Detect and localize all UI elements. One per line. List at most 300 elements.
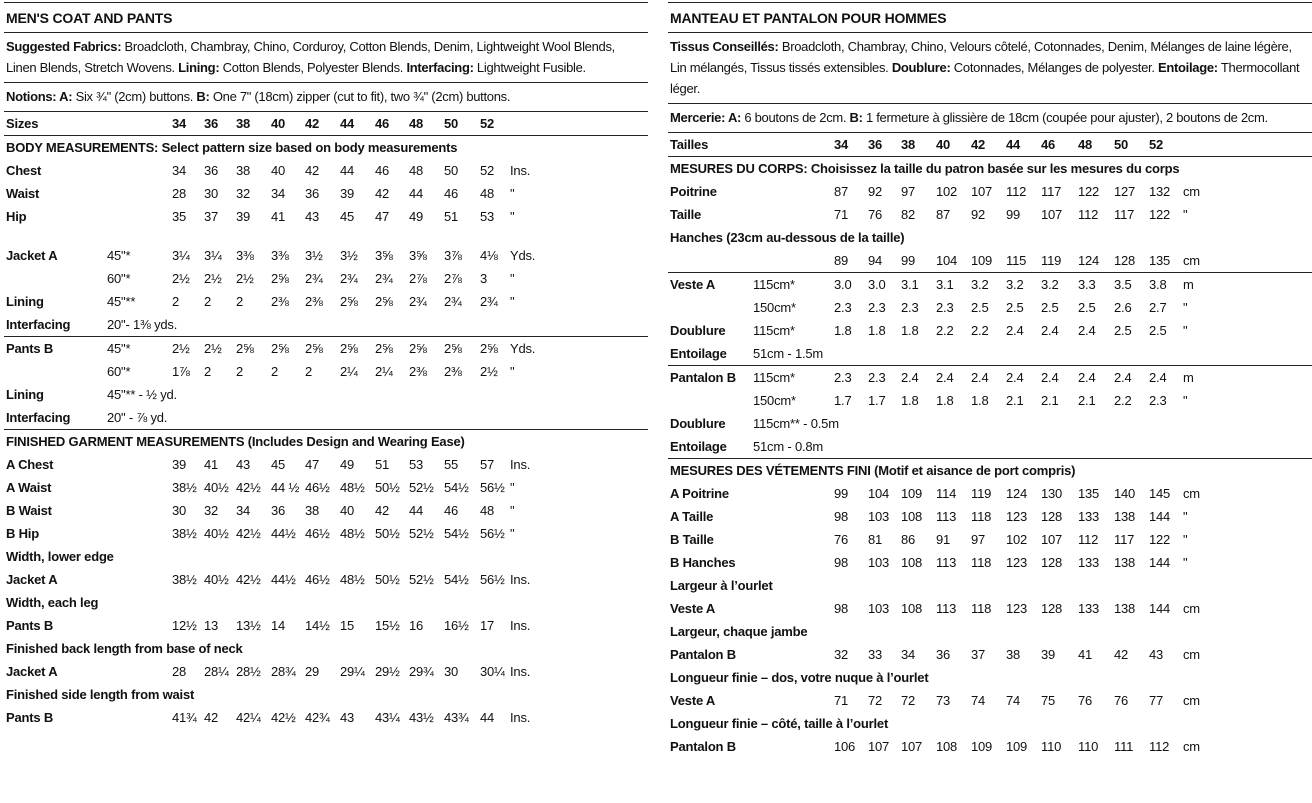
- size-value: 128: [1114, 253, 1136, 268]
- size-value: 42½: [236, 572, 261, 587]
- finished-measurements-title: [668, 459, 1312, 482]
- unit-label: Yds.: [510, 248, 536, 263]
- size-value: 46½: [305, 526, 330, 541]
- fabric-width: 115cm*: [753, 277, 795, 292]
- size-value: 42: [305, 163, 320, 178]
- row-label: Pantalon B: [670, 647, 736, 662]
- size-value: 2⅝: [480, 341, 498, 356]
- size-value: 2⅜: [409, 364, 427, 379]
- size-value: 118: [971, 601, 992, 616]
- table-row: [668, 643, 1312, 666]
- sizes-header: [668, 133, 1312, 157]
- row-label: Jacket A: [6, 248, 58, 263]
- row-label: Interfacing: [6, 410, 71, 425]
- fabric-width: 115cm*: [753, 323, 795, 338]
- size-value: 99: [1006, 207, 1021, 222]
- size-value: 13: [204, 618, 219, 633]
- size-value: 92: [971, 207, 986, 222]
- size-value: 123: [1006, 555, 1028, 570]
- size-value: 114: [936, 486, 957, 501]
- size-value: 30¼: [480, 664, 505, 679]
- table-row: [668, 597, 1312, 620]
- size-value: 44: [409, 186, 424, 201]
- size-value: 144: [1149, 601, 1171, 616]
- table-row: [668, 505, 1312, 528]
- size-value: 3.3: [1078, 277, 1096, 292]
- size-value: 42: [375, 503, 390, 518]
- size-value: 2⅞: [444, 271, 462, 286]
- size-value: 2.3: [936, 300, 954, 315]
- size-value: 38: [1006, 647, 1021, 662]
- fabrics-paragraph: Tissus Conseillés: Broadcloth, Chambray, Chino, Velours côtelé, Cotonnades, Denim, Mélanges de laine légère, Lin mélangés, Tissus tissés extensibles. Doublure: Cotonnades, Mélanges de polyester. Entoilage: Thermocollant léger.: [668, 33, 1312, 104]
- size-value: 45: [271, 457, 286, 472]
- size-value: 51: [444, 209, 459, 224]
- size-value: 42: [1114, 647, 1129, 662]
- size-value: 3: [480, 271, 488, 286]
- table-row: [668, 389, 1312, 412]
- size-value: 81: [868, 532, 883, 547]
- fabric-width: 20" - ⅞ yd.: [107, 410, 168, 425]
- finished-measurements-title: [4, 430, 648, 453]
- size-value: 1.8: [868, 323, 886, 338]
- size-value: 32: [834, 647, 849, 662]
- size-value: 117: [1114, 532, 1135, 547]
- size-value: 2.5: [1041, 300, 1059, 315]
- size-value: 46: [444, 186, 459, 201]
- unit-label: Yds.: [510, 341, 536, 356]
- table-row: [4, 406, 648, 430]
- size-value: 45: [340, 209, 355, 224]
- fabric-width: 51cm - 0.8m: [753, 439, 824, 454]
- size-value: 52½: [409, 480, 434, 495]
- table-row: [4, 205, 648, 228]
- unit-label: Ins.: [510, 572, 531, 587]
- size-value: 3.5: [1114, 277, 1132, 292]
- size-value: 123: [1006, 509, 1028, 524]
- size-value: 99: [901, 253, 916, 268]
- size-value: 122: [1149, 207, 1171, 222]
- size-value: 3.0: [834, 277, 852, 292]
- fabric-width: 45"*: [107, 248, 131, 263]
- size-value: 2: [204, 294, 212, 309]
- size-value: 109: [971, 739, 993, 754]
- size-value: 38½: [172, 480, 197, 495]
- size-column-header: 46: [1041, 137, 1056, 152]
- size-value: 2¼: [340, 364, 358, 379]
- size-value: 138: [1114, 555, 1136, 570]
- row-label: B Hip: [6, 526, 39, 541]
- row-label: Doublure: [670, 416, 726, 431]
- size-value: 1⅞: [172, 364, 190, 379]
- size-value: 3.1: [936, 277, 954, 292]
- table-row: [668, 551, 1312, 574]
- size-value: 2.1: [1041, 393, 1059, 408]
- unit-label: cm: [1183, 647, 1200, 662]
- size-column-header: 44: [1006, 137, 1021, 152]
- size-column-header: 36: [868, 137, 883, 152]
- row-label: B Taille: [670, 532, 714, 547]
- table-row: [4, 568, 648, 591]
- unit-label: Ins.: [510, 618, 531, 633]
- size-value: 2.4: [1114, 370, 1132, 385]
- size-value: 2.2: [1114, 393, 1132, 408]
- size-value: 109: [901, 486, 923, 501]
- size-value: 2: [271, 364, 279, 379]
- unit-label: ": [510, 209, 515, 224]
- body-measurements-title: [4, 136, 648, 159]
- size-value: 144: [1149, 509, 1171, 524]
- size-value: 43¼: [375, 710, 400, 725]
- size-value: 37: [971, 647, 986, 662]
- size-value: 14½: [305, 618, 330, 633]
- size-value: 130: [1041, 486, 1063, 501]
- size-value: 128: [1041, 555, 1063, 570]
- size-value: 43½: [409, 710, 434, 725]
- size-value: 2.1: [1078, 393, 1096, 408]
- size-value: 117: [1114, 207, 1135, 222]
- size-value: 98: [834, 601, 849, 616]
- table-row: [4, 476, 648, 499]
- unit-label: ": [510, 186, 515, 201]
- sizes-header: [4, 112, 648, 136]
- table-row: [668, 735, 1312, 758]
- size-value: 34: [901, 647, 916, 662]
- size-value: 39: [340, 186, 355, 201]
- size-value: 102: [936, 184, 958, 199]
- size-value: 28½: [236, 664, 261, 679]
- size-value: 107: [971, 184, 993, 199]
- row-label: Lining: [6, 387, 44, 402]
- size-value: 13½: [236, 618, 261, 633]
- size-value: 55: [444, 457, 459, 472]
- size-value: 102: [1006, 532, 1028, 547]
- size-value: 107: [901, 739, 923, 754]
- row-label: A Waist: [6, 480, 52, 495]
- row-label: Pants B: [6, 710, 54, 725]
- measurements-table: [668, 133, 1312, 758]
- size-value: 47: [305, 457, 320, 472]
- size-value: 2.4: [1078, 370, 1096, 385]
- size-value: 2.2: [936, 323, 954, 338]
- size-value: 2.3: [868, 370, 886, 385]
- size-value: 76: [1078, 693, 1093, 708]
- row-label: Pants B: [6, 618, 54, 633]
- table-row: [668, 180, 1312, 203]
- size-value: 46½: [305, 480, 330, 495]
- sub-heading: [668, 620, 1312, 643]
- size-value: 110: [1078, 739, 1099, 754]
- unit-label: Ins.: [510, 664, 531, 679]
- size-value: 29¼: [340, 664, 365, 679]
- size-value: 112: [1078, 207, 1099, 222]
- size-value: 113: [936, 509, 957, 524]
- fabric-width: 115cm** - 0.5m: [753, 416, 839, 431]
- size-value: 2¾: [409, 294, 427, 309]
- size-value: 87: [936, 207, 951, 222]
- table-row: [4, 360, 648, 383]
- fabric-width: 20"- 1⅜ yds.: [107, 317, 178, 332]
- unit-label: Ins.: [510, 163, 531, 178]
- size-value: 104: [868, 486, 890, 501]
- size-value: 2⅝: [444, 341, 462, 356]
- size-value: 41: [271, 209, 286, 224]
- size-value: 2.5: [1006, 300, 1024, 315]
- size-value: 52½: [409, 572, 434, 587]
- size-value: 44½: [271, 526, 296, 541]
- sub-heading: [4, 591, 648, 614]
- size-value: 108: [901, 555, 923, 570]
- size-value: 2½: [204, 341, 222, 356]
- size-value: 2⅝: [375, 294, 393, 309]
- row-label: B Hanches: [670, 555, 736, 570]
- sub-heading-label: Width, each leg: [6, 595, 99, 610]
- size-value: 54½: [444, 480, 469, 495]
- size-value: 16½: [444, 618, 469, 633]
- size-value: 40½: [204, 480, 229, 495]
- size-value: 41¾: [172, 710, 197, 725]
- row-label: Veste A: [670, 693, 716, 708]
- size-value: 140: [1114, 486, 1136, 501]
- size-value: 2.5: [971, 300, 989, 315]
- size-value: 42¾: [305, 710, 330, 725]
- size-column-header: 44: [340, 116, 355, 131]
- finished-measurements-heading: MESURES DES VÉTEMENTS FINI (Motif et aisance de port compris): [670, 463, 1076, 478]
- row-label: A Chest: [6, 457, 54, 472]
- size-value: 42½: [236, 526, 261, 541]
- size-value: 2.4: [936, 370, 954, 385]
- size-value: 2.5: [1149, 323, 1167, 338]
- table-row: [4, 267, 648, 290]
- measurements-table: [4, 112, 648, 729]
- size-value: 138: [1114, 601, 1136, 616]
- table-row: [668, 273, 1312, 296]
- size-value: 32: [204, 503, 219, 518]
- size-value: 115: [1006, 253, 1027, 268]
- size-column-header: 48: [1078, 137, 1093, 152]
- size-value: 30: [172, 503, 187, 518]
- finished-measurements-heading: FINISHED GARMENT MEASUREMENTS (Includes Design and Wearing Ease): [6, 434, 465, 449]
- row-label: Interfacing: [6, 317, 71, 332]
- size-value: 56½: [480, 526, 505, 541]
- size-value: 30: [444, 664, 459, 679]
- english-column: [4, 0, 648, 729]
- fabric-width: 51cm - 1.5m: [753, 346, 824, 361]
- size-value: 42½: [236, 480, 261, 495]
- size-value: 1.8: [971, 393, 989, 408]
- size-value: 111: [1114, 739, 1134, 754]
- row-label: Pantalon B: [670, 370, 736, 385]
- size-value: 3.0: [868, 277, 886, 292]
- size-value: 2⅝: [375, 341, 393, 356]
- size-value: 2¾: [375, 271, 393, 286]
- fabrics-paragraph: Suggested Fabrics: Broadcloth, Chambray, Chino, Corduroy, Cotton Blends, Denim, Lightweight Wool Blends, Linen Blends, Stretch Wovens. Lining: Cotton Blends, Polyester Blends. Interfacing: Lightweight Fusible.: [4, 33, 648, 83]
- row-label: Chest: [6, 163, 42, 178]
- size-value: 17: [480, 618, 495, 633]
- table-row: [4, 313, 648, 337]
- size-value: 28: [172, 664, 187, 679]
- row-label: Pantalon B: [670, 739, 736, 754]
- size-value: 103: [868, 601, 890, 616]
- size-value: 2.4: [901, 370, 919, 385]
- table-row: [668, 482, 1312, 505]
- size-value: 89: [834, 253, 849, 268]
- notions-paragraph: Mercerie: A: 6 boutons de 2cm. B: 1 fermeture à glissière de 18cm (coupée pour ajuster), 2 boutons de 2cm.: [668, 104, 1312, 133]
- unit-label: cm: [1183, 184, 1200, 199]
- row-label: Entoilage: [670, 439, 727, 454]
- size-value: 39: [1041, 647, 1056, 662]
- size-value: 1.8: [901, 323, 919, 338]
- table-row: [4, 244, 648, 267]
- row-label: Jacket A: [6, 572, 58, 587]
- size-value: 2: [236, 294, 244, 309]
- table-row: [4, 522, 648, 545]
- table-row: [4, 453, 648, 476]
- size-value: 1.8: [936, 393, 954, 408]
- size-value: 3⅞: [444, 248, 462, 263]
- size-value: 2¼: [375, 364, 393, 379]
- size-value: 118: [971, 509, 992, 524]
- size-value: 33: [868, 647, 883, 662]
- fabric-width: 60"*: [107, 271, 131, 286]
- size-value: 46: [444, 503, 459, 518]
- row-label: A Poitrine: [670, 486, 729, 501]
- size-value: 48½: [340, 480, 365, 495]
- section-title: MANTEAU ET PANTALON POUR HOMMES: [668, 2, 1312, 33]
- size-value: 48½: [340, 526, 365, 541]
- size-value: 48: [409, 163, 424, 178]
- size-value: 3⅝: [375, 248, 393, 263]
- size-value: 43: [305, 209, 320, 224]
- size-value: 2½: [236, 271, 254, 286]
- table-row: [668, 435, 1312, 459]
- size-value: 122: [1149, 532, 1171, 547]
- sub-heading: [668, 666, 1312, 689]
- unit-label: m: [1183, 277, 1194, 292]
- size-value: 50½: [375, 572, 400, 587]
- fabric-width: 45"*: [107, 341, 131, 356]
- size-value: 2.5: [1078, 300, 1096, 315]
- row-label: Veste A: [670, 601, 716, 616]
- size-value: 41: [204, 457, 219, 472]
- fabric-width: 60"*: [107, 364, 131, 379]
- unit-label: cm: [1183, 486, 1200, 501]
- size-value: 28¼: [204, 664, 229, 679]
- size-value: 50½: [375, 526, 400, 541]
- size-value: 2⅝: [340, 294, 358, 309]
- size-value: 3.2: [1006, 277, 1024, 292]
- size-value: 14: [271, 618, 286, 633]
- size-value: 133: [1078, 509, 1100, 524]
- size-value: 37: [204, 209, 219, 224]
- size-value: 2⅝: [271, 271, 289, 286]
- size-value: 98: [834, 509, 849, 524]
- size-value: 50: [444, 163, 459, 178]
- size-column-header: 50: [1114, 137, 1129, 152]
- table-row: [4, 383, 648, 406]
- size-value: 91: [936, 532, 951, 547]
- size-value: 29¾: [409, 664, 434, 679]
- size-value: 2.6: [1114, 300, 1132, 315]
- unit-label: cm: [1183, 253, 1200, 268]
- size-value: 42: [375, 186, 390, 201]
- table-row: [4, 182, 648, 205]
- size-value: 1.8: [901, 393, 919, 408]
- body-measurements-heading: BODY MEASUREMENTS: Select pattern size based on body measurements: [6, 140, 458, 155]
- table-row: [4, 614, 648, 637]
- size-value: 43: [1149, 647, 1164, 662]
- size-value: 76: [868, 207, 883, 222]
- unit-label: cm: [1183, 601, 1200, 616]
- size-value: 54½: [444, 526, 469, 541]
- size-value: 36: [204, 163, 219, 178]
- size-value: 122: [1078, 184, 1100, 199]
- size-value: 112: [1006, 184, 1027, 199]
- size-value: 34: [271, 186, 286, 201]
- size-value: 133: [1078, 601, 1100, 616]
- size-value: 97: [901, 184, 916, 199]
- size-value: 39: [236, 209, 251, 224]
- size-value: 127: [1114, 184, 1136, 199]
- size-value: 112: [1149, 739, 1170, 754]
- unit-label: cm: [1183, 739, 1200, 754]
- size-value: 94: [868, 253, 883, 268]
- size-value: 77: [1149, 693, 1164, 708]
- size-column-header: 48: [409, 116, 424, 131]
- size-value: 43: [340, 710, 355, 725]
- row-label: Jacket A: [6, 664, 58, 679]
- size-value: 36: [271, 503, 286, 518]
- size-value: 138: [1114, 509, 1136, 524]
- size-value: 34: [236, 503, 251, 518]
- size-value: 108: [936, 739, 958, 754]
- size-value: 51: [375, 457, 390, 472]
- unit-label: ": [510, 271, 515, 286]
- size-value: 2⅞: [409, 271, 427, 286]
- sizes-label: Tailles: [670, 137, 709, 152]
- size-column-header: 52: [1149, 137, 1164, 152]
- size-value: 2.4: [1006, 323, 1024, 338]
- size-value: 15: [340, 618, 355, 633]
- size-value: 76: [1114, 693, 1129, 708]
- size-value: 2⅝: [236, 341, 254, 356]
- spacer: [4, 228, 648, 244]
- size-value: 52½: [409, 526, 434, 541]
- size-value: 97: [971, 532, 986, 547]
- size-value: 54½: [444, 572, 469, 587]
- size-value: 103: [868, 555, 890, 570]
- size-value: 30: [204, 186, 219, 201]
- size-value: 108: [901, 509, 923, 524]
- size-value: 74: [971, 693, 986, 708]
- size-value: 40½: [204, 526, 229, 541]
- sub-heading: [4, 637, 648, 660]
- size-value: 2.4: [971, 370, 989, 385]
- size-value: 128: [1041, 509, 1063, 524]
- size-value: 44: [409, 503, 424, 518]
- size-value: 128: [1041, 601, 1063, 616]
- size-column-header: 42: [305, 116, 320, 131]
- size-value: 38½: [172, 572, 197, 587]
- size-value: 124: [1078, 253, 1100, 268]
- size-value: 32: [236, 186, 251, 201]
- size-value: 104: [936, 253, 958, 268]
- table-row: [668, 528, 1312, 551]
- size-value: 108: [901, 601, 923, 616]
- size-value: 2.7: [1149, 300, 1167, 315]
- size-value: 113: [936, 601, 957, 616]
- size-value: 3.2: [971, 277, 989, 292]
- size-value: 2⅝: [305, 341, 323, 356]
